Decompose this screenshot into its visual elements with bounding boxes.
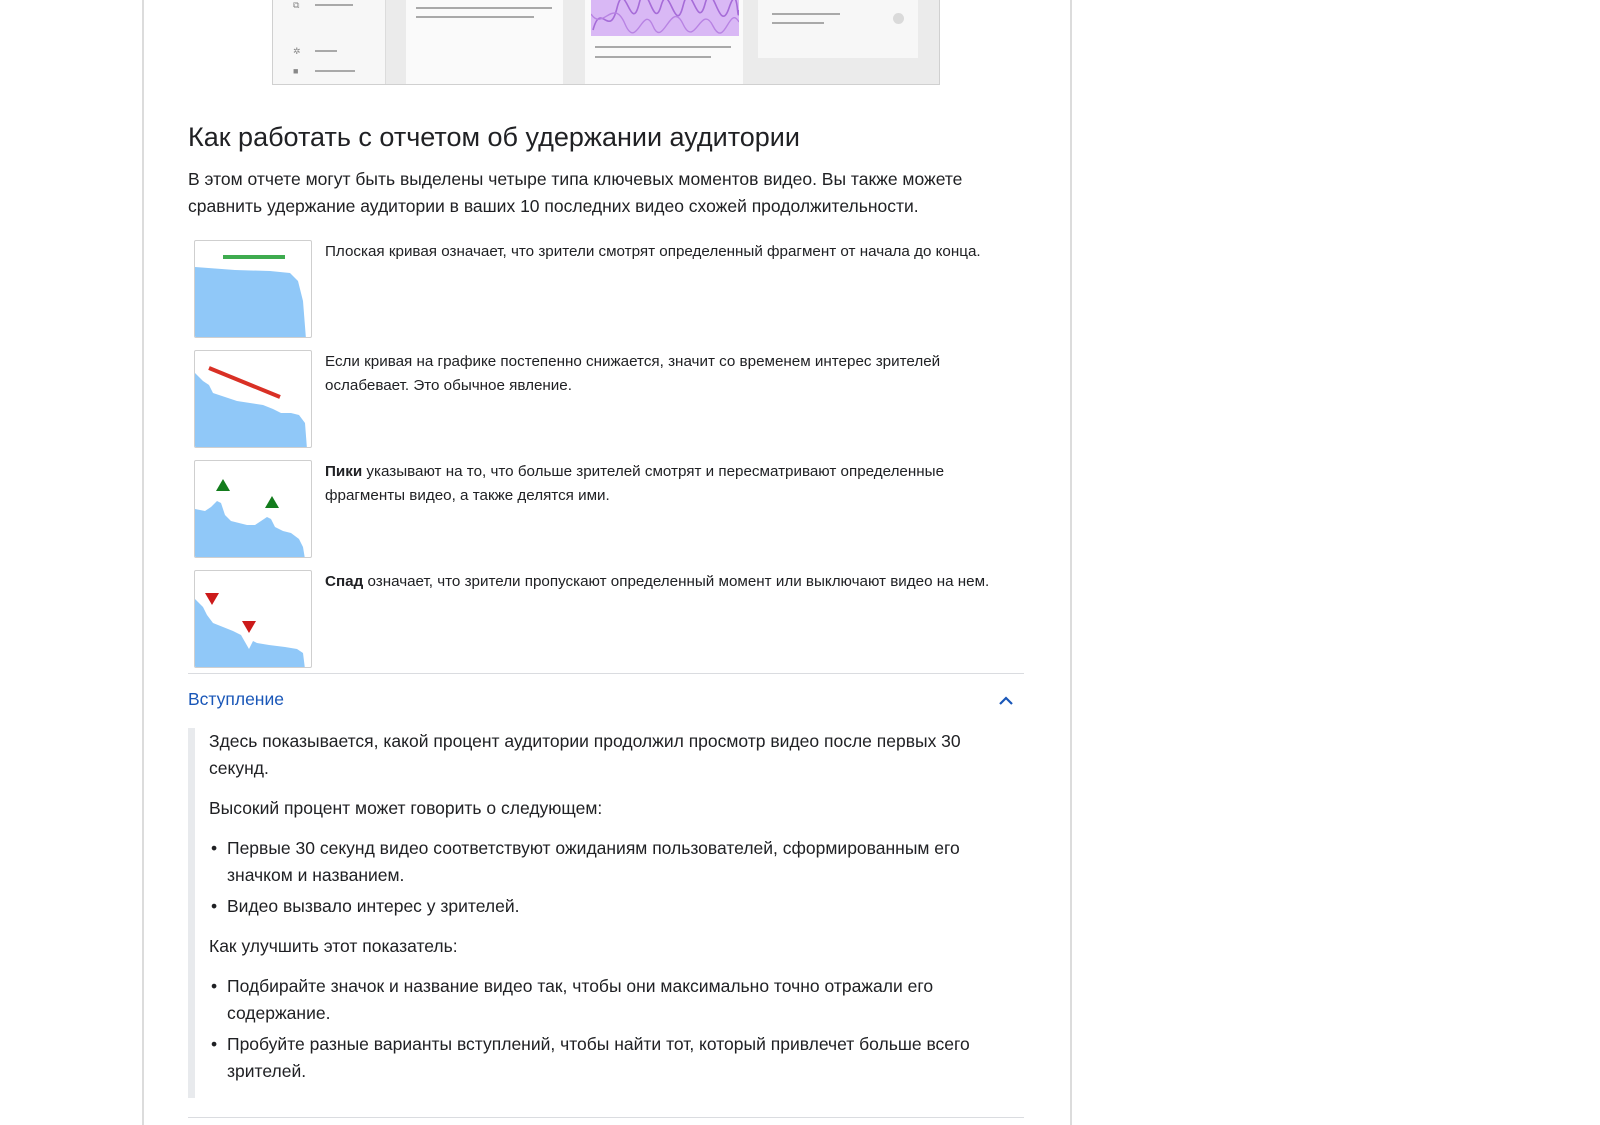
list-item: • Подбирайте значок и название видео так, чтобы они максимально точно отражали его содержание. [209,973,1009,1027]
page-border-right [1070,0,1072,1125]
copy-icon: ⧉ [293,0,300,10]
flat-curve-icon [194,240,312,338]
illustration-line [595,56,711,58]
page-border-left [142,0,144,1125]
accordion-content [209,728,1009,1085]
accordion-title: Вступление [188,689,284,709]
list-item: • Первые 30 секунд видео соответствуют ожиданиям пользователей, сформированным его значком и названием. [209,835,1009,889]
accordion-body [188,728,1024,1098]
accordion-list [209,973,1009,1085]
comment-icon: ■ [293,66,299,76]
moment-declining [194,350,1024,448]
declining-curve-icon [194,350,312,448]
list-item: • Видео вызвало интерес у зрителей. [209,893,1009,920]
video-thumbnail [591,0,739,36]
spikes-curve-icon [194,460,312,558]
section-intro: В этом отчете могут быть выделены четыре типа ключевых моментов видео. Вы также можете сравнить удержание аудитории в ваших 10 последних видео схожей продолжительности. [188,169,963,216]
illustration-line [416,16,534,18]
accordion-intro-header[interactable] [188,686,1024,716]
accordion-paragraph: Как улучшить этот показатель: [209,936,458,956]
illustration-card [406,0,563,84]
moment-text: Плоская кривая означает, что зрители смотрят определенный фрагмент от начала до конца. [325,243,981,260]
moment-dips [194,570,1024,668]
moment-text: Пики указывают на то, что больше зрителей смотрят и пересматривают определенные фрагменты видео, а также делятся ими. [325,463,945,504]
illustration-line [772,22,824,24]
moment-text: Если кривая на графике постепенно снижается, значит со временем интерес зрителей ослабевает. Это обычное явление. [325,353,941,394]
section-title: Как работать с отчетом об удержании аудитории [188,122,800,152]
accordion-body-bar [188,728,195,1098]
list-item: • Пробуйте разные варианты вступлений, чтобы найти тот, который привлечет больше всего зрителей. [209,1031,1009,1085]
studio-illustration [272,0,940,85]
illustration-sidebar [273,0,386,84]
illustration-line [416,7,552,9]
illustration-dot [893,13,904,24]
dips-curve-icon [194,570,312,668]
illustration-line [595,46,731,48]
section-divider [188,673,1024,674]
moment-spikes [194,460,1024,558]
chevron-up-icon[interactable] [996,691,1016,711]
accordion-list [209,835,1009,920]
section-divider [188,1117,1024,1118]
illustration-line [315,50,337,52]
illustration-line [772,13,840,15]
gear-icon: ✲ [293,46,301,56]
accordion-paragraph: Высокий процент может говорить о следующем: [209,798,603,818]
moment-flat [194,240,1024,338]
illustration-line [315,70,355,72]
moment-text: Спад означает, что зрители пропускают определенный момент или выключают видео на нем. [325,573,990,590]
illustration-line [315,4,353,6]
accordion-paragraph: Здесь показывается, какой процент аудитории продолжил просмотр видео после первых 30 секунд. [209,731,961,778]
illustration-card [758,0,918,58]
